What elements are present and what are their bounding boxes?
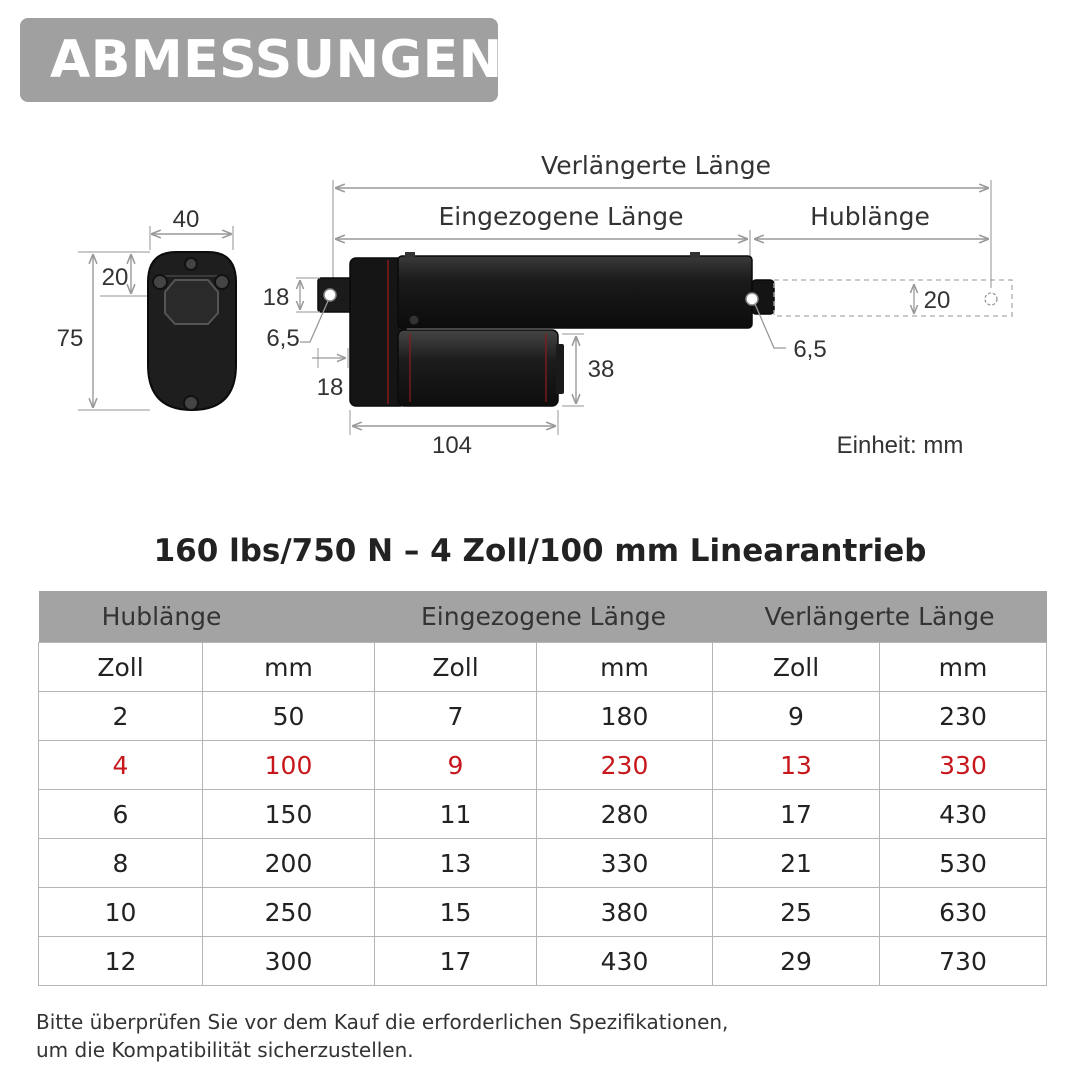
table-cell: 330	[537, 839, 713, 888]
dim-20-left: 20	[101, 264, 129, 291]
rear-mount-hole	[324, 289, 336, 301]
unit-label: Einheit: mm	[836, 432, 964, 459]
table-cell: 280	[537, 790, 713, 839]
front-mount-hole	[746, 293, 758, 305]
table-cell: 11	[375, 790, 537, 839]
table-cell: 25	[713, 888, 880, 937]
group-header-extended: Verlängerte Länge	[713, 591, 1047, 643]
subheader-cell: mm	[203, 643, 375, 692]
dim-18-top: 18	[262, 284, 290, 311]
table-cell: 180	[537, 692, 713, 741]
table-cell: 230	[537, 741, 713, 790]
table-cell: 29	[713, 937, 880, 986]
table-cell: 530	[880, 839, 1047, 888]
rear-clevis-octagon	[165, 280, 218, 324]
table-cell: 9	[713, 692, 880, 741]
stroke-length-label: Hublänge	[810, 202, 930, 231]
subheader-cell: mm	[880, 643, 1047, 692]
table-cell: 730	[880, 937, 1047, 986]
outer-tube	[398, 256, 752, 328]
table-cell: 13	[375, 839, 537, 888]
dim-6-5-left: 6,5	[266, 325, 300, 352]
table-row	[39, 937, 1047, 986]
table-row	[39, 888, 1047, 937]
dim-38: 38	[587, 356, 615, 383]
table-cell: 6	[39, 790, 203, 839]
table-cell: 21	[713, 839, 880, 888]
note-line: um die Kompatibilität sicherzustellen.	[36, 1038, 414, 1062]
table-cell: 10	[39, 888, 203, 937]
table-cell: 300	[203, 937, 375, 986]
section-title: ABMESSUNGEN:	[50, 30, 524, 90]
screw-icon	[185, 258, 197, 270]
screw-icon	[215, 275, 229, 289]
retracted-length-label: Eingezogene Länge	[438, 202, 684, 231]
table-cell: 330	[880, 741, 1047, 790]
table-cell: 17	[713, 790, 880, 839]
extended-rod-outline	[774, 280, 1012, 316]
table-cell: 15	[375, 888, 537, 937]
table-title: 160 lbs/750 N – 4 Zoll/100 mm Linearantrieb	[153, 533, 927, 569]
note-line: Bitte überprüfen Sie vor dem Kauf die erforderlichen Spezifikationen,	[36, 1010, 729, 1034]
dim-20-rod: 20	[923, 287, 951, 314]
dim-18-bottom: 18	[316, 374, 344, 401]
table-cell: 7	[375, 692, 537, 741]
table-cell: 9	[375, 741, 537, 790]
subheader-row	[39, 643, 1047, 692]
table-cell: 13	[713, 741, 880, 790]
table-cell: 17	[375, 937, 537, 986]
table-cell: 250	[203, 888, 375, 937]
table-cell: 2	[39, 692, 203, 741]
subheader-cell: Zoll	[375, 643, 537, 692]
extended-length-label: Verlängerte Länge	[541, 151, 771, 180]
table-cell: 230	[880, 692, 1047, 741]
end-view	[57, 206, 236, 410]
table-row-highlighted	[39, 741, 1047, 790]
dim-6-5-right: 6,5	[793, 336, 827, 363]
table-row	[39, 790, 1047, 839]
table-cell: 50	[203, 692, 375, 741]
motor	[398, 330, 558, 406]
dim-40: 40	[172, 206, 200, 233]
screw-icon	[153, 275, 167, 289]
table-cell: 100	[203, 741, 375, 790]
group-header-stroke: Hublänge	[39, 591, 375, 643]
table-cell: 12	[39, 937, 203, 986]
group-header-retracted: Eingezogene Länge	[375, 591, 713, 643]
table-row	[39, 839, 1047, 888]
subheader-cell: mm	[537, 643, 713, 692]
table-row	[39, 692, 1047, 741]
section-header	[20, 18, 524, 102]
table-cell: 430	[537, 937, 713, 986]
spec-table	[38, 591, 1047, 986]
table-cell: 150	[203, 790, 375, 839]
table-cell: 200	[203, 839, 375, 888]
table-cell: 8	[39, 839, 203, 888]
dim-75: 75	[56, 325, 84, 352]
table-cell: 630	[880, 888, 1047, 937]
group-header-row	[39, 591, 1047, 643]
screw-icon	[409, 315, 419, 325]
screw-icon	[184, 396, 198, 410]
dim-104: 104	[431, 432, 473, 459]
table-cell: 430	[880, 790, 1047, 839]
disclaimer-note	[36, 1008, 728, 1064]
actuator-side-view	[318, 252, 1012, 406]
table-cell: 4	[39, 741, 203, 790]
subheader-cell: Zoll	[713, 643, 880, 692]
table-cell: 380	[537, 888, 713, 937]
dimension-drawing	[0, 110, 1080, 490]
subheader-cell: Zoll	[39, 643, 203, 692]
